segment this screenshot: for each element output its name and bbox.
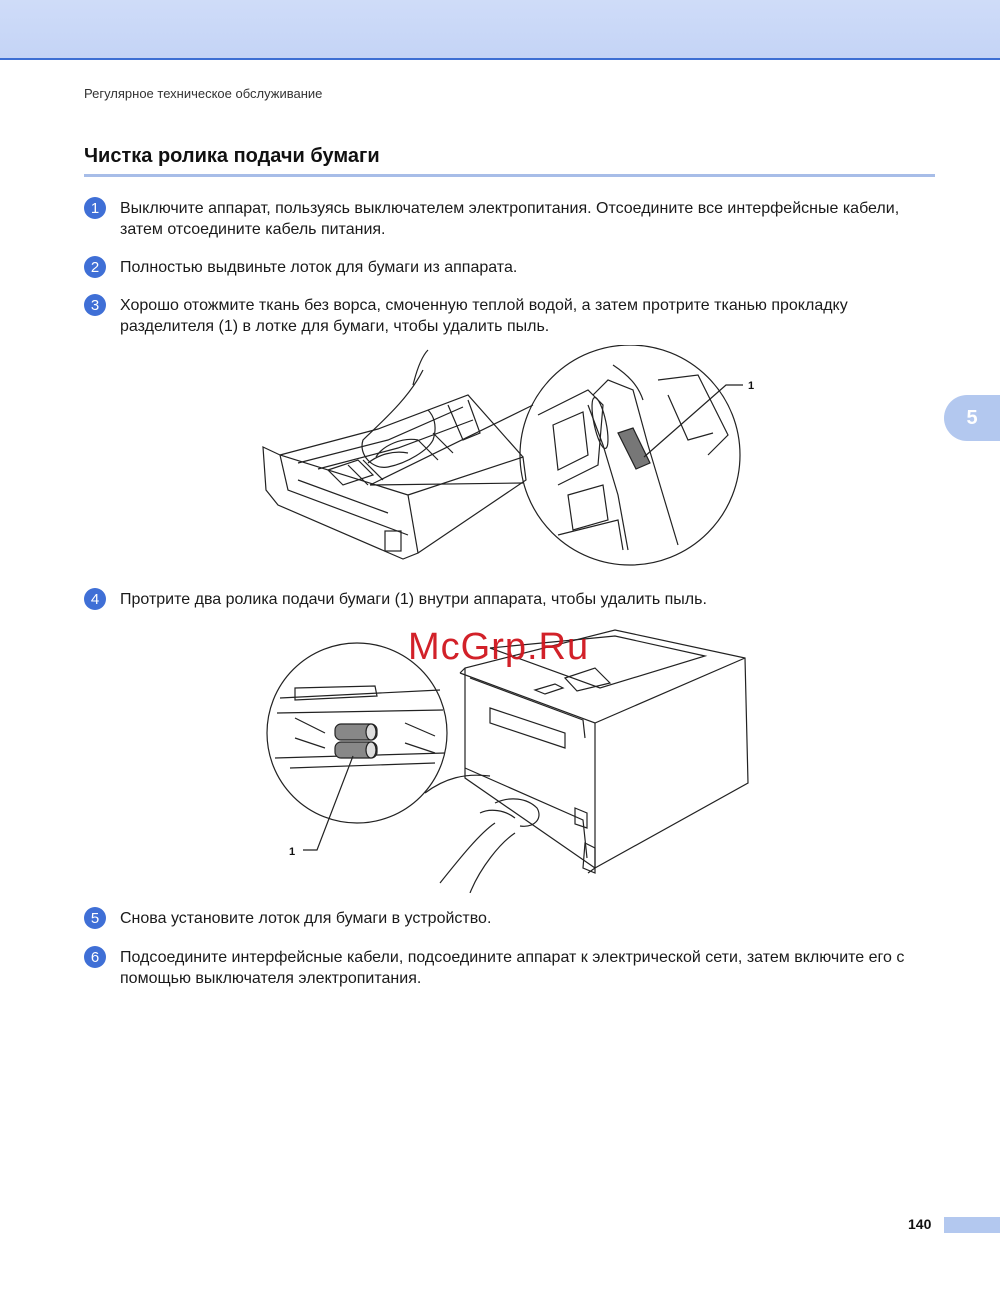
step-number-badge: 2 — [84, 256, 106, 278]
printer-callout-label: 1 — [289, 846, 296, 858]
step-text: Подсоедините интерфейсные кабели, подсоедините аппарат к электрической сети, затем включите его с помощью выключателя электропитания. — [120, 949, 905, 987]
section-title: Чистка ролика подачи бумаги — [84, 145, 380, 167]
chapter-tab — [944, 395, 1000, 441]
step-text: Хорошо отожмите ткань без ворса, смоченную теплой водой, а затем протрите тканью прокладку разделителя (1) в лотке для бумаги, чтобы удалить пыль. — [120, 297, 848, 335]
chapter-tab-number: 5 — [966, 406, 978, 429]
step-6 — [84, 947, 940, 989]
step-number-badge: 6 — [84, 946, 106, 968]
step-2 — [84, 257, 940, 278]
step-text: Снова установите лоток для бумаги в устройство. — [120, 910, 492, 927]
step-text: Выключите аппарат, пользуясь выключателем электропитания. Отсоедините все интерфейсные кабели, затем отсоедините кабель питания. — [120, 200, 900, 238]
step-number-badge: 5 — [84, 907, 106, 929]
watermark: McGrp.Ru — [408, 626, 590, 668]
paper-tray-illustration — [258, 345, 758, 570]
running-header: Регулярное техническое обслуживание — [84, 86, 323, 101]
step-text: Полностью выдвиньте лоток для бумаги из аппарата. — [120, 259, 518, 276]
step-1 — [84, 198, 940, 240]
page-number: 140 — [908, 1216, 932, 1232]
step-text: Протрите два ролика подачи бумаги (1) внутри аппарата, чтобы удалить пыль. — [120, 591, 707, 608]
page-number-tab — [944, 1217, 1000, 1233]
step-number-badge: 3 — [84, 294, 106, 316]
step-number-badge: 1 — [84, 197, 106, 219]
step-5 — [84, 908, 940, 929]
step-4 — [84, 589, 940, 610]
step-3 — [84, 295, 940, 337]
title-underline — [84, 174, 935, 177]
step-number-badge: 4 — [84, 588, 106, 610]
tray-callout-label: 1 — [748, 380, 755, 392]
top-header-band — [0, 0, 1000, 60]
